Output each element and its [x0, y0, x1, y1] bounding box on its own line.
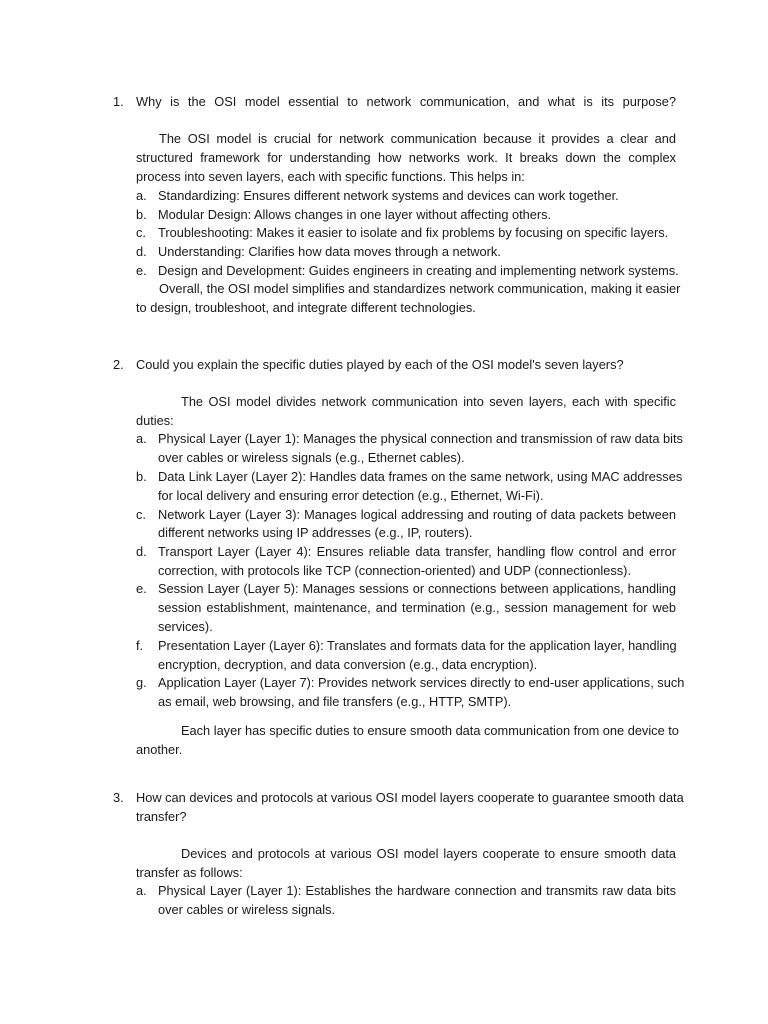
answer-paragraph-line: The OSI model divides network communication into seven layers, each with specific: [181, 394, 676, 409]
list-marker: b.: [136, 207, 147, 222]
list-item-text: Presentation Layer (Layer 6): Translates and formats data for the application layer, handling: [158, 638, 677, 653]
list-item-text: encryption, decryption, and data conversion (e.g., data encryption).: [158, 657, 538, 672]
list-item-text: Transport Layer (Layer 4): Ensures reliable data transfer, handling flow control and error: [158, 544, 676, 559]
list-item-text: Modular Design: Allows changes in one layer without affecting others.: [158, 207, 552, 222]
list-item-text: over cables or wireless signals (e.g., Ethernet cables).: [158, 450, 465, 465]
list-marker: a.: [136, 431, 147, 446]
closing-paragraph-line: Each layer has specific duties to ensure smooth data communication from one device to: [181, 723, 679, 738]
closing-paragraph-line: Overall, the OSI model simplifies and standardizes network communication, making it easier: [159, 281, 681, 296]
list-item-text: different networks using IP addresses (e.g., IP, routers).: [158, 525, 473, 540]
question-number: 2.: [113, 357, 124, 372]
list-item-text: Physical Layer (Layer 1): Establishes the hardware connection and transmits raw data bits: [158, 883, 676, 898]
question-text: How can devices and protocols at various OSI model layers cooperate to guarantee smooth data: [136, 790, 684, 805]
list-item-text: as email, web browsing, and file transfers (e.g., HTTP, SMTP).: [158, 694, 512, 709]
list-item-text: services).: [158, 619, 213, 634]
list-item-text: Application Layer (Layer 7): Provides network services directly to end-user applications, such: [158, 675, 685, 690]
list-item-text: Data Link Layer (Layer 2): Handles data frames on the same network, using MAC addresses: [158, 469, 683, 484]
list-marker: c.: [136, 225, 146, 240]
list-item-text: Session Layer (Layer 5): Manages sessions or connections between applications, handling: [158, 581, 676, 596]
question-text: Could you explain the specific duties played by each of the OSI model's seven layers?: [136, 357, 624, 372]
question-number: 3.: [113, 790, 124, 805]
answer-paragraph-line: structured framework for understanding how networks work. It breaks down the complex: [136, 150, 676, 165]
list-marker: a.: [136, 883, 147, 898]
list-item-text: correction, with protocols like TCP (connection-oriented) and UDP (connectionless).: [158, 563, 631, 578]
list-item-text: session establishment, maintenance, and termination (e.g., session management for web: [158, 600, 676, 615]
list-marker: b.: [136, 469, 147, 484]
list-item-text: Understanding: Clarifies how data moves through a network.: [158, 244, 501, 259]
question-text: Why is the OSI model essential to network communication, and what is its purpose?: [136, 94, 676, 109]
list-marker: a.: [136, 188, 147, 203]
answer-paragraph-line: process into seven layers, each with specific functions. This helps in:: [136, 169, 525, 184]
list-marker: f.: [136, 638, 144, 653]
list-marker: d.: [136, 244, 147, 259]
list-marker: e.: [136, 581, 147, 596]
answer-paragraph-line: transfer as follows:: [136, 865, 243, 880]
list-marker: d.: [136, 544, 147, 559]
list-item-text: Physical Layer (Layer 1): Manages the physical connection and transmission of raw data bits: [158, 431, 683, 446]
answer-paragraph-line: Devices and protocols at various OSI model layers cooperate to ensure smooth data: [181, 846, 676, 861]
question-number: 1.: [113, 94, 124, 109]
answer-paragraph-line: duties:: [136, 413, 174, 428]
list-item-text: Troubleshooting: Makes it easier to isolate and fix problems by focusing on specific layers.: [158, 225, 669, 240]
list-item-text: Design and Development: Guides engineers in creating and implementing network systems.: [158, 263, 679, 278]
list-marker: e.: [136, 263, 147, 278]
answer-paragraph-line: The OSI model is crucial for network communication because it provides a clear and: [159, 131, 676, 146]
question-text: transfer?: [136, 809, 187, 824]
list-marker: c.: [136, 507, 146, 522]
list-item-text: Network Layer (Layer 3): Manages logical addressing and routing of data packets between: [158, 507, 676, 522]
list-item-text: over cables or wireless signals.: [158, 902, 336, 917]
list-item-text: for local delivery and ensuring error detection (e.g., Ethernet, Wi-Fi).: [158, 488, 544, 503]
closing-paragraph-line: another.: [136, 742, 183, 757]
list-item-text: Standardizing: Ensures different network systems and devices can work together.: [158, 188, 619, 203]
list-marker: g.: [136, 675, 147, 690]
closing-paragraph-line: to design, troubleshoot, and integrate different technologies.: [136, 300, 476, 315]
